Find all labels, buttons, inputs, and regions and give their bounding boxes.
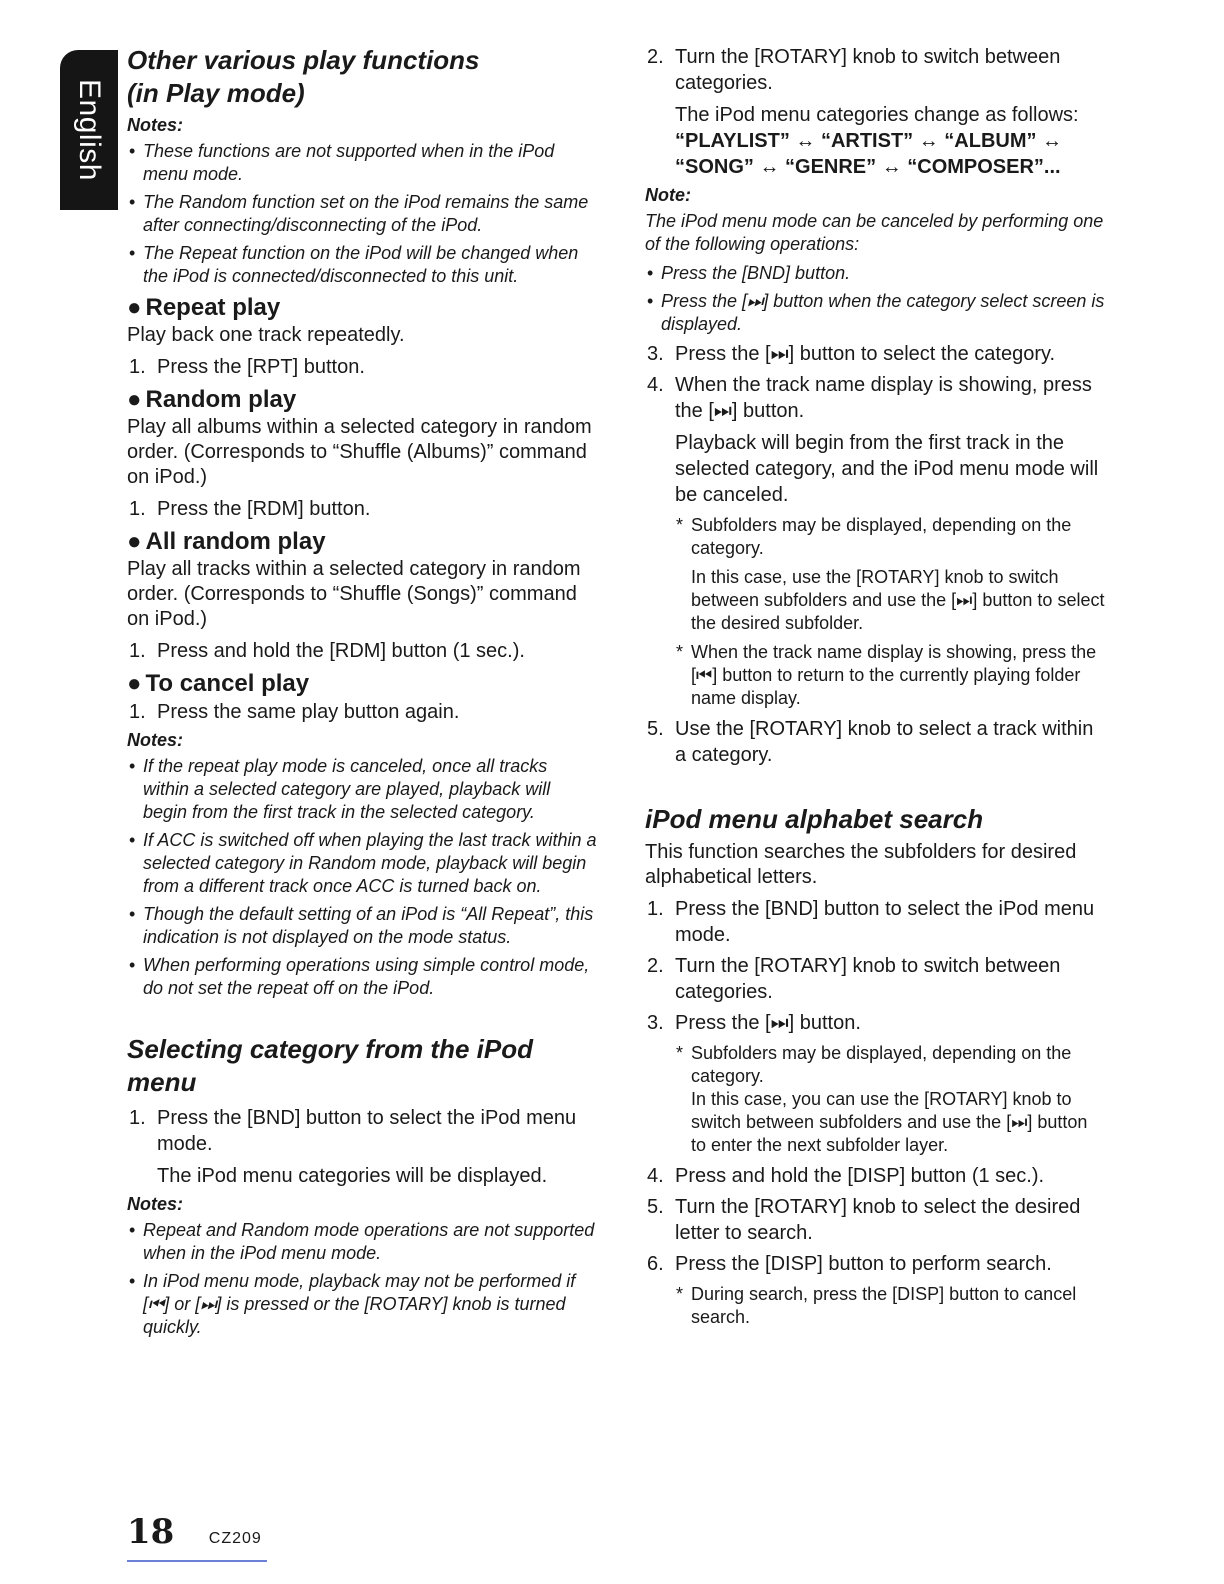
- selecting-category-steps: [127, 1105, 597, 1189]
- right-column: [645, 44, 1105, 1335]
- alphabet-search-steps: [645, 896, 1105, 1329]
- notes-heading-2: Notes:: [127, 730, 184, 750]
- step-item: 1. Press the same play button again.: [129, 701, 460, 723]
- cancel-play-heading: ● To cancel play: [127, 670, 310, 697]
- step-item: 5. Turn the [ROTARY] knob to select the desired letter to search.: [647, 1196, 1081, 1244]
- section-title-selecting-category: Selecting category from the iPod menu: [127, 1034, 533, 1097]
- notes-heading: Notes:: [127, 115, 184, 135]
- note-item: • In iPod menu mode, playback may not be performed if [⏮] or [⏭] is pressed or the [ROTARY] knob is turned quickly.: [127, 1270, 597, 1339]
- title-line-1: Other various play functions: [127, 45, 480, 75]
- note-intro: The iPod menu mode can be canceled by performing one of the following operations:: [645, 211, 1104, 254]
- page-footer: [127, 1512, 267, 1552]
- category-steps-continued: [645, 44, 1105, 180]
- model-code: CZ209: [208, 1530, 262, 1547]
- title-line-2: (in Play mode): [127, 78, 305, 108]
- section-title-other-play-functions: [127, 44, 597, 110]
- note-item: • Press the [⏭] button when the category select screen is displayed.: [645, 290, 1105, 336]
- bullet-dot-icon: ●: [127, 670, 142, 697]
- all-random-play-heading: ● All random play: [127, 528, 326, 555]
- subnote: * When the track name display is showing, press the [⏮] button to return to the currently playing folder name display.: [675, 641, 1105, 710]
- step-item: 1. Press the [RDM] button.: [129, 498, 371, 520]
- step-item: 2. Turn the [ROTARY] knob to switch between categories. The iPod menu categories change as follows: “PLAYLIST” ↔ “ARTIST” ↔ “ALBUM” ↔ “SONG” ↔ “GENRE” ↔ “COMPOSER”...: [645, 44, 1105, 180]
- step-item: 5. Use the [ROTARY] knob to select a track within a category.: [647, 718, 1094, 766]
- note-item: • If ACC is switched off when playing the last track within a selected category in Random mode, playback will begin from a different track once ACC is turned back on.: [127, 829, 597, 898]
- left-column: [127, 44, 597, 1344]
- step-item: 1. Press the [BND] button to select the iPod menu mode. The iPod menu categories will be displayed.: [129, 1107, 577, 1187]
- note-item: • The Random function set on the iPod remains the same after connecting/disconnecting of the iPod.: [127, 191, 597, 237]
- language-tab-label: English: [73, 79, 106, 181]
- step-item: 1. Press the [BND] button to select the iPod menu mode.: [647, 898, 1095, 946]
- all-random-play-description: Play all tracks within a selected category in random order. (Corresponds to “Shuffle (Songs)” command on iPod.): [127, 558, 581, 630]
- step-item: 3. Press the [⏭] button to select the category.: [647, 343, 1056, 365]
- bullet-dot-icon: ●: [127, 386, 142, 413]
- all-random-play-steps: [127, 638, 597, 664]
- note-item: • Though the default setting of an iPod is “All Repeat”, this indication is not displayed on the mode status.: [127, 903, 597, 949]
- subnote: * Subfolders may be displayed, depending on the category. In this case, use the [ROTARY] knob to switch between subfolders and use the [⏭] button to select the desired subfolder.: [675, 514, 1105, 635]
- note-item: • These functions are not supported when in the iPod menu mode.: [127, 140, 597, 186]
- random-play-steps: [127, 496, 597, 522]
- step-item: 3. Press the [⏭] button. * Subfolders may be displayed, depending on the category. In this case, you can use the [ROTARY] knob to switch between subfolders and use the [⏭] button to enter the next subfolder layer.: [645, 1010, 1105, 1157]
- step-item: 4. Press and hold the [DISP] button (1 sec.).: [647, 1165, 1045, 1187]
- random-play-heading: ● Random play: [127, 386, 297, 413]
- note-item: • When performing operations using simple control mode, do not set the repeat off on the iPod.: [127, 954, 597, 1000]
- step-item: 6. Press the [DISP] button to perform search. * During search, press the [DISP] button to cancel search.: [645, 1251, 1105, 1329]
- note-heading: Note:: [645, 185, 691, 205]
- alphabet-search-description: This function searches the subfolders for desired alphabetical letters.: [645, 841, 1077, 888]
- category-sequence: “PLAYLIST” ↔ “ARTIST” ↔ “ALBUM” ↔ “SONG” ↔ “GENRE” ↔ “COMPOSER”...: [675, 130, 1063, 178]
- notes-list: [127, 140, 597, 288]
- bullet-dot-icon: ●: [127, 528, 142, 555]
- step-item: 1. Press the [RPT] button.: [129, 356, 365, 378]
- subnote: * During search, press the [DISP] button to cancel search.: [675, 1283, 1105, 1329]
- repeat-play-description: Play back one track repeatedly.: [127, 324, 405, 346]
- notes-list-2: [127, 755, 597, 1000]
- repeat-play-steps: [127, 354, 597, 380]
- category-steps-more: [645, 341, 1105, 768]
- step-item: 2. Turn the [ROTARY] knob to switch between categories.: [647, 955, 1061, 1003]
- random-play-description: Play all albums within a selected category in random order. (Corresponds to “Shuffle (Albums)” command on iPod.): [127, 416, 592, 488]
- notes-list-3: [127, 1219, 597, 1339]
- note-item: • Press the [BND] button.: [645, 262, 1105, 285]
- note-item: • If the repeat play mode is canceled, once all tracks within a selected category are played, playback will begin from the first track in the selected category.: [127, 755, 597, 824]
- footer-rule: [127, 1560, 267, 1562]
- subnote: * Subfolders may be displayed, depending on the category. In this case, you can use the [ROTARY] knob to switch between subfolders and use the [⏭] button to enter the next subfolder layer.: [675, 1042, 1105, 1157]
- step-item: 4. When the track name display is showing, press the [⏭] button. Playback will begin from the first track in the selected category, and the iPod menu mode will be canceled. * Subfolders may be displayed, depending on the category. In this case, use the [ROTARY] knob to switch between subfolders and use the [⏭] button to select the desired subfolder. * When the track name display is showing, press the [⏮] button to return to the currently playing folder name display.: [645, 372, 1105, 710]
- note-item: • Repeat and Random mode operations are not supported when in the iPod menu mode.: [127, 1219, 597, 1265]
- bullet-dot-icon: ●: [127, 294, 142, 321]
- section-title-alphabet-search: iPod menu alphabet search: [645, 804, 984, 834]
- repeat-play-heading: ● Repeat play: [127, 294, 281, 321]
- note-item: • The Repeat function on the iPod will be changed when the iPod is connected/disconnected to this unit.: [127, 242, 597, 288]
- cancel-play-steps: [127, 699, 597, 725]
- step-item: 1. Press and hold the [RDM] button (1 sec.).: [129, 640, 525, 662]
- page-number: 18: [127, 1512, 175, 1552]
- language-tab: [60, 50, 118, 210]
- note-items: [645, 262, 1105, 336]
- notes-heading-3: Notes:: [127, 1194, 184, 1214]
